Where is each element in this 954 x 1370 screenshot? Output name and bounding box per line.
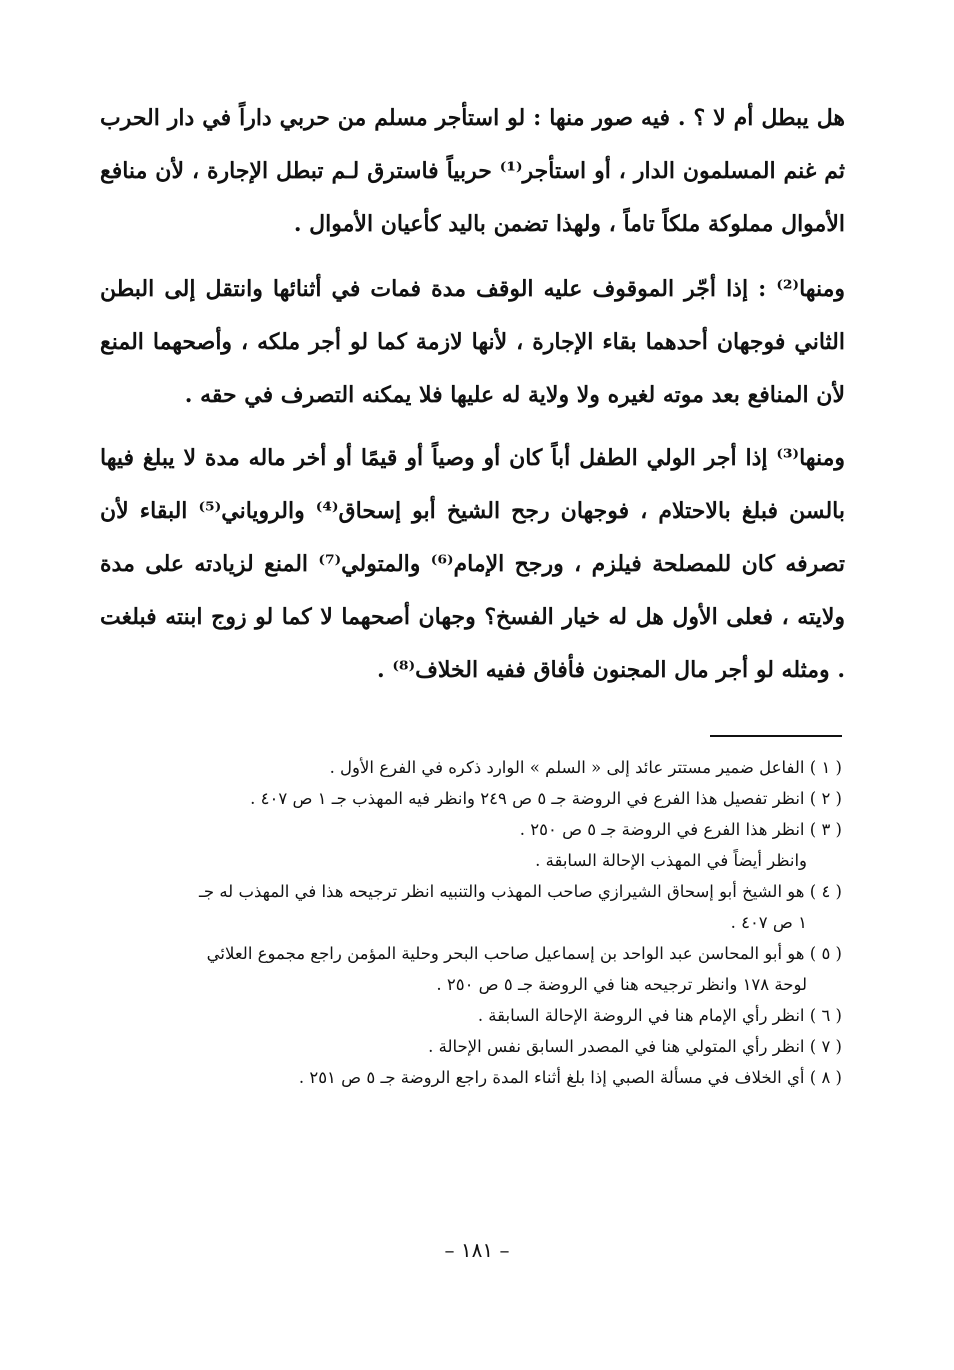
footnote-text: ( ١ ) الفاعل ضمير مستتر عائد إلى « السلم » الوارد ذكره في الفرع الأول . [329,758,842,777]
footnote-text: ( ٣ ) انظر هذا الفرع في الروضة جـ ٥ ص ٢٥٠ . [519,820,842,839]
paragraph-text: ومنها⁽³⁾ إذا أجر الولي الطفل أباً كان أو وصياً أو قيمًا أو أخر ماله مدة لا يبلغ فيها بالسن فبلغ بالاحتلام ، فوجهان رجح الشيخ أبو إسحاق⁽⁴⁾ والروياني⁽⁵⁾ البقاء لأن تصرفه كان للمصلحة فيلزم ، ورجح الإمام⁽⁶⁾ والمتولي⁽⁷⁾ المنع لزيادته على مدة ولايته ، فعلى الأول هل له خيار الفسخ؟ وجهان أصحهما لا كما لو زوج ابنته فبلغت . ومثله لو أجر مال المجنون فأفاق ففيه الخلاف⁽⁸⁾ . [100,445,846,683]
footnote-1 [90,752,842,783]
footnote-5 [90,938,842,1000]
body-paragraph-3 [100,432,845,697]
footnote-text: وانظر أيضاً في المهذب الإحالة السابقة . [535,851,807,870]
body-paragraph-2 [100,263,845,422]
footnote-2 [90,783,842,814]
footnote-continuation: ١ ص ٤٠٧ . [730,913,807,932]
footnote-text: ( ٦ ) انظر رأي الإمام هنا في الروضة الإحالة السابقة . [477,1006,842,1025]
footnote-3-addendum [90,845,842,876]
footnote-3 [90,814,842,845]
body-paragraph-1 [100,92,845,251]
paragraph-text: هل يبطل أم لا ؟ . فيه صور منها : لو استأجر مسلم من حربي داراً في دار الحرب ثم غنم المسلمون الدار ، أو استأجر⁽¹⁾ حربياً فاسترق لـم تبطل الإجارة ، لأن منافع الأموال مملوكة ملكاً تاماً ، ولهذا تضمن باليد كأعيان الأموال . [100,105,845,237]
footnote-text: ( ٨ ) أي الخلاف في مسألة الصبي إذا بلغ أثناء المدة راجع الروضة جـ ٥ ص ٢٥١ . [298,1068,842,1087]
footnote-continuation: لوحة ١٧٨ وانظر ترجيحه هنا في الروضة جـ ٥ ص ٢٥٠ . [436,975,807,994]
footnote-8 [90,1062,842,1093]
footnote-7 [90,1031,842,1062]
footnote-separator [710,735,842,737]
footnotes [90,752,842,1093]
footnote-text: ( ٤ ) هو الشيخ أبو إسحاق الشيرازي صاحب المهذب والتنبيه انظر ترجيحه هذا في المهذب له جـ [199,882,842,901]
page-number: – ١٨١ – [444,1238,510,1262]
paragraph-text: ومنها⁽²⁾ : إذا أجّر الموقوف عليه الوقف مدة فمات في أثنائها وانتقل إلى البطن الثاني فوجهان أحدهما بقاء الإجارة ، لأنها لازمة كما لو أجر ملكه ، وأصحهما المنع لأن المنافع بعد موته لغيره ولا ولاية له عليها فلا يمكنه التصرف في حقه . [100,276,845,408]
footnote-6 [90,1000,842,1031]
footnote-text: ( ٢ ) انظر تفصيل هذا الفرع في الروضة جـ ٥ ص ٢٤٩ وانظر فيه المهذب جـ ١ ص ٤٠٧ . [250,789,842,808]
footnote-4 [90,876,842,938]
footnote-text: ( ٧ ) انظر رأي المتولي هنا في المصدر السابق نفس الإحالة . [428,1037,842,1056]
footnote-text: ( ٥ ) هو أبو المحاسن عبد الواحد بن إسماعيل صاحب البحر وحلية المؤمن راجع مجموع العلائي [206,944,842,963]
